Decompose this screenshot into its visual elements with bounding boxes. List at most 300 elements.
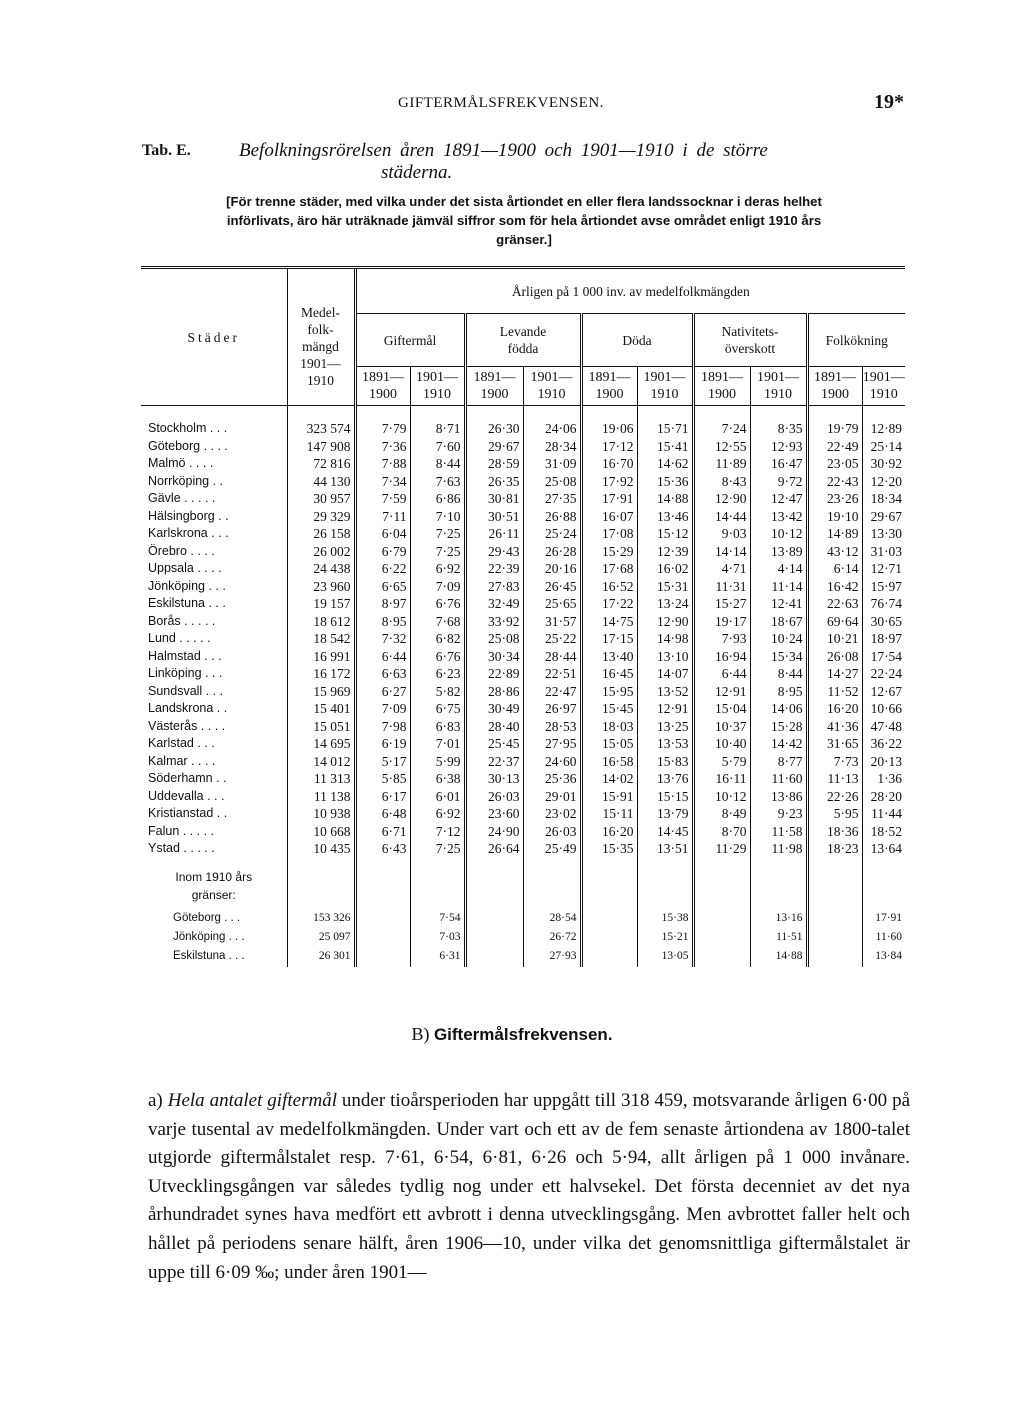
rate-value: 5·82 xyxy=(410,683,465,701)
rate-value: 6·63 xyxy=(355,665,410,683)
rate-value: 8·44 xyxy=(410,455,465,473)
rate-value: 7·12 xyxy=(410,823,465,841)
rate-value: 27·95 xyxy=(523,735,581,753)
rate-value: 28·53 xyxy=(523,718,581,736)
rate-value: 12·91 xyxy=(693,683,750,701)
rate-value: 15·27 xyxy=(693,595,750,613)
rate-value: 12·67 xyxy=(862,683,905,701)
period-1891-1900: 1891— 1900 xyxy=(355,367,410,406)
rate-value: 14·27 xyxy=(807,665,862,683)
population-value: 23 960 xyxy=(287,578,355,596)
rate-value: 19·79 xyxy=(807,420,862,438)
rate-value: 15·97 xyxy=(862,578,905,596)
rate-value: 16·58 xyxy=(581,753,637,771)
city-name: Eskilstuna . . . xyxy=(173,950,245,963)
rate-value: 16·20 xyxy=(807,700,862,718)
table-row xyxy=(141,665,905,683)
rate-value: 6·83 xyxy=(410,718,465,736)
rate-value: 26·11 xyxy=(465,525,523,543)
rate-value: 27·93 xyxy=(523,948,581,967)
rate-value: 16·52 xyxy=(581,578,637,596)
rate-value: 23·26 xyxy=(807,490,862,508)
rate-value: 13·53 xyxy=(637,735,693,753)
rate-value: 18·36 xyxy=(807,823,862,841)
rate-value: 6·31 xyxy=(410,948,465,967)
rate-value: 14·75 xyxy=(581,613,637,631)
rate-value: 16·45 xyxy=(581,665,637,683)
rate-value: 15·28 xyxy=(750,718,807,736)
table-row xyxy=(141,455,905,473)
rate-value: 13·86 xyxy=(750,788,807,806)
statistics-table xyxy=(141,266,905,967)
rate-value: 28·20 xyxy=(862,788,905,806)
rate-value: 9·72 xyxy=(750,473,807,491)
rate-value: 12·71 xyxy=(862,560,905,578)
rate-value: 30·65 xyxy=(862,613,905,631)
rate-value: 11·60 xyxy=(862,929,905,948)
rate-value: 13·76 xyxy=(637,770,693,788)
table-title-line-2: städerna. xyxy=(381,162,453,183)
city-name: Borås . . . . . xyxy=(148,613,216,628)
rate-value: 7·25 xyxy=(410,840,465,858)
rate-value: 13·89 xyxy=(750,543,807,561)
rate-value: 6·48 xyxy=(355,805,410,823)
table-row xyxy=(141,929,905,948)
period-1891-1900: 1891— 1900 xyxy=(581,367,637,406)
rate-value: 7·60 xyxy=(410,438,465,456)
rate-value: 13·64 xyxy=(862,840,905,858)
rate-value: 15·04 xyxy=(693,700,750,718)
rate-value: 8·70 xyxy=(693,823,750,841)
rate-value: 29·67 xyxy=(465,438,523,456)
table-row xyxy=(141,718,905,736)
rate-value: 12·93 xyxy=(750,438,807,456)
table-header xyxy=(141,268,905,406)
rate-value: 6·27 xyxy=(355,683,410,701)
rate-value: 14·02 xyxy=(581,770,637,788)
rate-value: 17·12 xyxy=(581,438,637,456)
table-row xyxy=(141,770,905,788)
rate-value xyxy=(581,948,637,967)
table-row xyxy=(141,595,905,613)
rate-value: 26·08 xyxy=(807,648,862,666)
rate-value: 30·51 xyxy=(465,508,523,526)
city-name: Falun . . . . . xyxy=(148,823,214,838)
rate-value: 11·52 xyxy=(807,683,862,701)
population-value: 323 574 xyxy=(287,420,355,438)
rate-value: 6·76 xyxy=(410,648,465,666)
rate-value: 6·23 xyxy=(410,665,465,683)
rate-value xyxy=(693,910,750,929)
rate-value: 43·12 xyxy=(807,543,862,561)
rate-value: 31·57 xyxy=(523,613,581,631)
population-value: 72 816 xyxy=(287,455,355,473)
rate-value xyxy=(693,948,750,967)
population-value: 44 130 xyxy=(287,473,355,491)
city-name: Uppsala . . . . xyxy=(148,561,222,575)
rate-value: 4·71 xyxy=(693,560,750,578)
rate-value: 6·44 xyxy=(355,648,410,666)
rate-value: 6·79 xyxy=(355,543,410,561)
city-name: Karlskrona . . . xyxy=(148,526,229,540)
rate-value: 12·91 xyxy=(637,700,693,718)
rate-value: 13·51 xyxy=(637,840,693,858)
rate-value: 9·03 xyxy=(693,525,750,543)
rate-value: 7·98 xyxy=(355,718,410,736)
rate-value: 7·32 xyxy=(355,630,410,648)
rate-value: 26·97 xyxy=(523,700,581,718)
rate-value: 17·91 xyxy=(862,910,905,929)
rate-value: 10·21 xyxy=(807,630,862,648)
rate-value: 15·91 xyxy=(581,788,637,806)
city-name: Kristianstad . . xyxy=(148,806,228,820)
subheading-row xyxy=(141,868,905,904)
rate-value: 18·34 xyxy=(862,490,905,508)
city-name: Halmstad . . . xyxy=(148,648,222,663)
paragraph-lead: a) xyxy=(148,1090,163,1111)
rate-value: 7·59 xyxy=(355,490,410,508)
population-value: 11 313 xyxy=(287,770,355,788)
section-title: Giftermålsfrekvensen. xyxy=(433,1025,613,1044)
city-name: Jönköping . . . xyxy=(148,578,226,593)
rate-value: 17·92 xyxy=(581,473,637,491)
period-1891-1900: 1891— 1900 xyxy=(807,367,862,406)
header-live-births: Levande födda xyxy=(465,314,581,367)
population-value: 147 908 xyxy=(287,438,355,456)
population-value: 26 301 xyxy=(287,948,355,967)
rate-value: 11·29 xyxy=(693,840,750,858)
table-row xyxy=(141,560,905,578)
rate-value: 15·95 xyxy=(581,683,637,701)
rate-value: 6·43 xyxy=(355,840,410,858)
rate-value: 11·60 xyxy=(750,770,807,788)
city-name: Söderhamn . . xyxy=(148,771,227,785)
rate-value: 7·11 xyxy=(355,508,410,526)
rate-value: 15·38 xyxy=(637,910,693,929)
rate-value: 26·30 xyxy=(465,420,523,438)
table-title xyxy=(239,140,919,184)
table-row xyxy=(141,840,905,858)
table-row xyxy=(141,753,905,771)
rate-value: 29·67 xyxy=(862,508,905,526)
table-row xyxy=(141,948,905,967)
rate-value: 22·51 xyxy=(523,665,581,683)
population-value: 14 012 xyxy=(287,753,355,771)
rate-value: 26·03 xyxy=(523,823,581,841)
city-name: Eskilstuna . . . xyxy=(148,596,226,610)
rate-value: 8·95 xyxy=(355,613,410,631)
subheading: Inom 1910 års gränser: xyxy=(175,869,253,902)
table-row xyxy=(141,700,905,718)
rate-value: 6·92 xyxy=(410,560,465,578)
rate-value: 25·24 xyxy=(523,525,581,543)
population-value: 14 695 xyxy=(287,735,355,753)
population-value: 26 002 xyxy=(287,543,355,561)
rate-value: 33·92 xyxy=(465,613,523,631)
rate-value: 15·45 xyxy=(581,700,637,718)
table-row xyxy=(141,508,905,526)
city-name: Ystad . . . . . xyxy=(148,841,215,855)
rate-value: 31·65 xyxy=(807,735,862,753)
population-value: 10 435 xyxy=(287,840,355,858)
rate-value: 16·70 xyxy=(581,455,637,473)
rate-value: 22·89 xyxy=(465,665,523,683)
rate-value: 36·22 xyxy=(862,735,905,753)
rate-value: 6·17 xyxy=(355,788,410,806)
rate-value: 5·85 xyxy=(355,770,410,788)
rate-value: 12·55 xyxy=(693,438,750,456)
rate-value: 17·15 xyxy=(581,630,637,648)
rate-value: 6·71 xyxy=(355,823,410,841)
rate-value: 9·23 xyxy=(750,805,807,823)
rate-value: 7·54 xyxy=(410,910,465,929)
header-deaths: Döda xyxy=(581,314,693,367)
rate-value xyxy=(693,929,750,948)
rate-value: 30·13 xyxy=(465,770,523,788)
rate-value: 14·07 xyxy=(637,665,693,683)
rate-value: 13·40 xyxy=(581,648,637,666)
rate-value: 76·74 xyxy=(862,595,905,613)
rate-value: 5·17 xyxy=(355,753,410,771)
note-line-2: införlivats, äro här uträknade jämväl siffror som för hela årtiondet avse området enligt 1910 års xyxy=(226,213,822,228)
period-1901-1910: 1901— 1910 xyxy=(750,367,807,406)
table-spacer xyxy=(141,406,905,421)
table-row xyxy=(141,438,905,456)
rate-value: 13·10 xyxy=(637,648,693,666)
rate-value: 23·60 xyxy=(465,805,523,823)
rate-value: 13·16 xyxy=(750,910,807,929)
rate-value: 25·65 xyxy=(523,595,581,613)
rate-value: 8·95 xyxy=(750,683,807,701)
rate-value: 12·39 xyxy=(637,543,693,561)
population-value: 11 138 xyxy=(287,788,355,806)
table-body xyxy=(141,406,905,967)
table-row xyxy=(141,613,905,631)
rate-value: 30·81 xyxy=(465,490,523,508)
section-heading xyxy=(0,1024,1024,1045)
note-line-1: [För trenne städer, med vilka under det sista årtiondet en eller flera landssocknar i deras helhet xyxy=(226,194,822,209)
rate-value: 16·11 xyxy=(693,770,750,788)
rate-value: 13·46 xyxy=(637,508,693,526)
rate-value: 22·37 xyxy=(465,753,523,771)
rate-value: 13·79 xyxy=(637,805,693,823)
rate-value: 14·44 xyxy=(693,508,750,526)
rate-value: 25·36 xyxy=(523,770,581,788)
rate-value: 13·25 xyxy=(637,718,693,736)
population-value: 10 668 xyxy=(287,823,355,841)
rate-value: 18·03 xyxy=(581,718,637,736)
rate-value: 10·40 xyxy=(693,735,750,753)
period-1901-1910: 1901— 1910 xyxy=(637,367,693,406)
rate-value: 7·73 xyxy=(807,753,862,771)
rate-value: 6·38 xyxy=(410,770,465,788)
rate-value: 15·83 xyxy=(637,753,693,771)
rate-value: 5·95 xyxy=(807,805,862,823)
rate-value: 8·35 xyxy=(750,420,807,438)
rate-value: 30·34 xyxy=(465,648,523,666)
table-row xyxy=(141,648,905,666)
city-name: Uddevalla . . . xyxy=(148,788,225,803)
rate-value: 15·05 xyxy=(581,735,637,753)
rate-value: 28·34 xyxy=(523,438,581,456)
rate-value: 30·49 xyxy=(465,700,523,718)
rate-value: 17·54 xyxy=(862,648,905,666)
rate-value: 7·24 xyxy=(693,420,750,438)
section-prefix: B) xyxy=(411,1024,430,1044)
rate-value: 13·42 xyxy=(750,508,807,526)
rate-value: 5·79 xyxy=(693,753,750,771)
rate-value: 14·42 xyxy=(750,735,807,753)
rate-value: 25·08 xyxy=(523,473,581,491)
rate-value: 41·36 xyxy=(807,718,862,736)
rate-value: 6·22 xyxy=(355,560,410,578)
rate-value: 26·88 xyxy=(523,508,581,526)
city-name: Karlstad . . . xyxy=(148,736,215,750)
rate-value: 27·83 xyxy=(465,578,523,596)
rate-value: 11·51 xyxy=(750,929,807,948)
rate-value: 20·16 xyxy=(523,560,581,578)
rate-value: 15·31 xyxy=(637,578,693,596)
rate-value: 31·09 xyxy=(523,455,581,473)
population-value: 24 438 xyxy=(287,560,355,578)
rate-value: 12·41 xyxy=(750,595,807,613)
rate-value: 17·22 xyxy=(581,595,637,613)
rate-value: 30·92 xyxy=(862,455,905,473)
rate-value xyxy=(465,948,523,967)
city-name: Göteborg . . . . xyxy=(148,438,228,453)
table-spacer xyxy=(141,858,905,868)
city-name: Jönköping . . . xyxy=(173,931,245,944)
rate-value: 10·12 xyxy=(693,788,750,806)
rate-value: 18·67 xyxy=(750,613,807,631)
rate-value: 15·29 xyxy=(581,543,637,561)
rate-value: 13·84 xyxy=(862,948,905,967)
paragraph-text: under tioårsperioden har uppgått till 318 459, motsvarande årligen 6·00 på varje tusental av medelfolkmängden. Under vart och ett av de fem senaste årtiondena av 1800-talet utgjorde giftermålstalet resp. 7·61, 6·54, 6·81, 6·26 och 5·94, allt årligen på 1 000 invånare. Utvecklingsgången var således tydlig nog under ett halvsekel. Det första decenniet av det nya århundradet synes hava medfört ett avbrott i denna utvecklingsgång. Men avbrottet faller helt och hållet på periodens senare hälft, åren 1906—10, under vilka det genomsnittliga giftermålstalet är uppe till 6·09 ‰; under åren 1901— xyxy=(148,1090,911,1283)
rate-value: 14·89 xyxy=(807,525,862,543)
rate-value: 15·71 xyxy=(637,420,693,438)
rate-value: 7·25 xyxy=(410,525,465,543)
rate-value: 6·92 xyxy=(410,805,465,823)
rate-value: 15·12 xyxy=(637,525,693,543)
table-row xyxy=(141,578,905,596)
rate-value: 13·52 xyxy=(637,683,693,701)
rate-value: 14·14 xyxy=(693,543,750,561)
rate-value: 8·43 xyxy=(693,473,750,491)
rate-value: 16·02 xyxy=(637,560,693,578)
rate-value: 8·97 xyxy=(355,595,410,613)
population-value: 30 957 xyxy=(287,490,355,508)
rate-value: 24·60 xyxy=(523,753,581,771)
rate-value xyxy=(807,929,862,948)
rate-value: 12·90 xyxy=(637,613,693,631)
table-row xyxy=(141,735,905,753)
rate-value: 11·89 xyxy=(693,455,750,473)
running-header xyxy=(0,91,1024,119)
rate-value: 6·86 xyxy=(410,490,465,508)
rate-value: 1·36 xyxy=(862,770,905,788)
city-name: Hälsingborg . . xyxy=(148,508,229,523)
population-value: 25 097 xyxy=(287,929,355,948)
rate-value: 28·86 xyxy=(465,683,523,701)
table-row xyxy=(141,420,905,438)
table-row xyxy=(141,490,905,508)
rate-value: 26·35 xyxy=(465,473,523,491)
rate-value: 28·54 xyxy=(523,910,581,929)
rate-value: 16·47 xyxy=(750,455,807,473)
rate-value: 11·98 xyxy=(750,840,807,858)
rate-value: 6·82 xyxy=(410,630,465,648)
rate-value: 10·66 xyxy=(862,700,905,718)
period-1891-1900: 1891— 1900 xyxy=(465,367,523,406)
table-row xyxy=(141,473,905,491)
city-name: Sundsvall . . . xyxy=(148,683,224,698)
population-value: 15 969 xyxy=(287,683,355,701)
table-label: Tab. E. xyxy=(142,142,191,159)
rate-value: 10·24 xyxy=(750,630,807,648)
rate-value: 26·03 xyxy=(465,788,523,806)
rate-value: 16·94 xyxy=(693,648,750,666)
rate-value xyxy=(355,929,410,948)
rate-value: 7·09 xyxy=(355,700,410,718)
population-value: 15 051 xyxy=(287,718,355,736)
rate-value: 14·62 xyxy=(637,455,693,473)
rate-value: 22·47 xyxy=(523,683,581,701)
period-1901-1910: 1901— 1910 xyxy=(862,367,905,406)
rate-value: 28·44 xyxy=(523,648,581,666)
city-name: Örebro . . . . xyxy=(148,543,215,558)
rate-value: 27·35 xyxy=(523,490,581,508)
rate-value: 8·71 xyxy=(410,420,465,438)
rate-value: 7·63 xyxy=(410,473,465,491)
population-value: 10 938 xyxy=(287,805,355,823)
population-value: 18 612 xyxy=(287,613,355,631)
rate-value: 23·02 xyxy=(523,805,581,823)
rate-value: 29·01 xyxy=(523,788,581,806)
table-row xyxy=(141,525,905,543)
rate-value xyxy=(465,929,523,948)
rate-value: 16·20 xyxy=(581,823,637,841)
rate-value: 8·44 xyxy=(750,665,807,683)
rate-value: 15·11 xyxy=(581,805,637,823)
rate-value: 7·25 xyxy=(410,543,465,561)
header-cities: Städer xyxy=(141,268,287,406)
rate-value xyxy=(465,910,523,929)
table-row xyxy=(141,823,905,841)
rate-value: 29·43 xyxy=(465,543,523,561)
rate-value: 25·14 xyxy=(862,438,905,456)
rate-value: 6·76 xyxy=(410,595,465,613)
rate-value: 7·68 xyxy=(410,613,465,631)
rate-value: 69·64 xyxy=(807,613,862,631)
header-marriages: Giftermål xyxy=(355,314,465,367)
rate-value xyxy=(355,910,410,929)
population-value: 26 158 xyxy=(287,525,355,543)
rate-value: 10·12 xyxy=(750,525,807,543)
rate-value: 14·06 xyxy=(750,700,807,718)
rate-value: 26·72 xyxy=(523,929,581,948)
rate-value: 6·75 xyxy=(410,700,465,718)
rate-value: 32·49 xyxy=(465,595,523,613)
rate-value: 25·49 xyxy=(523,840,581,858)
rate-value: 19·06 xyxy=(581,420,637,438)
rate-value: 28·40 xyxy=(465,718,523,736)
rate-value: 25·08 xyxy=(465,630,523,648)
rate-value: 6·04 xyxy=(355,525,410,543)
rate-value: 16·07 xyxy=(581,508,637,526)
rate-value: 11·13 xyxy=(807,770,862,788)
period-1891-1900: 1891— 1900 xyxy=(693,367,750,406)
table-row xyxy=(141,683,905,701)
